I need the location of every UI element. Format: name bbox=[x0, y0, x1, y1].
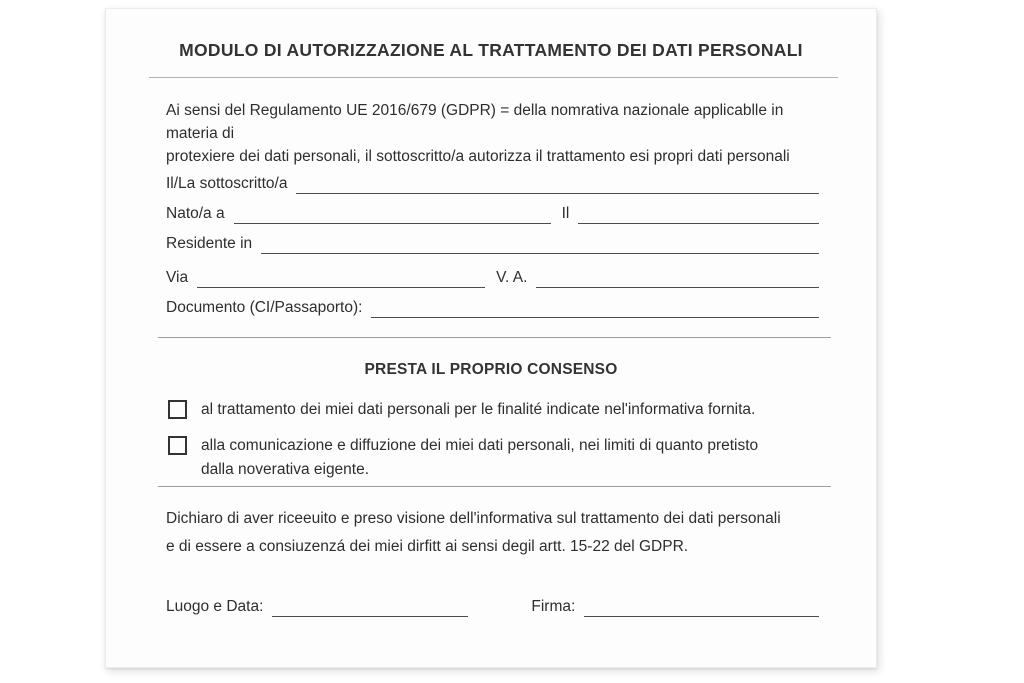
documento-label: Documento (CI/Passaporto): bbox=[166, 299, 363, 316]
signature-row bbox=[166, 598, 819, 617]
section-divider-bottom bbox=[158, 486, 831, 487]
consent-option-2-label bbox=[201, 434, 758, 482]
nato-blank-line[interactable] bbox=[234, 206, 551, 224]
firma-label: Firma: bbox=[531, 598, 576, 615]
title-divider bbox=[149, 77, 838, 78]
nato-label: Nato/a a bbox=[166, 205, 225, 222]
intro-paragraph bbox=[166, 99, 828, 168]
il-blank-line[interactable] bbox=[578, 206, 819, 224]
consent-option-1 bbox=[168, 398, 755, 422]
field-row-sottoscritto bbox=[166, 175, 819, 194]
declaration-line-2: e di essere a consiuzenzá dei miei dirfitt ai sensi degil artt. 15-22 del GDPR. bbox=[166, 537, 689, 555]
field-row-nato bbox=[166, 205, 819, 224]
va-blank-line[interactable] bbox=[536, 270, 819, 288]
luogo-data-label: Luogo e Data: bbox=[166, 598, 264, 615]
via-blank-line[interactable] bbox=[197, 270, 485, 288]
consent-option-1-label: al trattamento dei miei dati personali per le finalité indicate nel'informativa fornita. bbox=[201, 401, 756, 418]
il-label: Il bbox=[561, 205, 570, 222]
field-row-residente bbox=[166, 235, 819, 254]
consent-option-2-line-2: dalla noverativa eigente. bbox=[201, 461, 370, 478]
field-row-documento bbox=[166, 299, 819, 318]
document-title: MODULO DI AUTORIZZAZIONE AL TRATTAMENTO DEI DATI PERSONALI bbox=[179, 40, 803, 60]
documento-blank-line[interactable] bbox=[371, 300, 819, 318]
section-divider-top bbox=[158, 337, 831, 338]
consent-checkbox-2[interactable] bbox=[168, 436, 187, 455]
firma-blank-line[interactable] bbox=[584, 599, 819, 617]
sottoscritto-label: Il/La sottoscritto/a bbox=[166, 175, 288, 192]
residente-blank-line[interactable] bbox=[261, 236, 819, 254]
document-sheet bbox=[105, 8, 877, 668]
va-label: V. A. bbox=[496, 269, 528, 286]
consent-checkbox-1[interactable] bbox=[168, 400, 187, 419]
residente-label: Residente in bbox=[166, 235, 253, 252]
intro-line-2: protexiere dei dati personali, il sottoscritto/a autorizza il trattamento esi propri dati personali bbox=[166, 148, 790, 165]
consent-option-2-line-1: alla comunicazione e diffuzione dei miei dati personali, nei limiti di quanto pretisto bbox=[201, 437, 759, 454]
declaration-paragraph bbox=[166, 505, 828, 560]
intro-line-1: Ai sensi del Regulamento UE 2016/679 (GDPR) = della nomrativa nazionale applicablle in materia di bbox=[166, 102, 784, 142]
sottoscritto-blank-line[interactable] bbox=[296, 176, 819, 194]
consent-heading: PRESTA IL PROPRIO CONSENSO bbox=[364, 361, 618, 378]
declaration-line-1: Dichiaro di aver riceeuito e preso visione dell'informativa sul trattamento dei dati personali bbox=[166, 510, 781, 527]
luogo-data-blank-line[interactable] bbox=[272, 599, 468, 617]
consent-option-2 bbox=[168, 434, 758, 482]
field-row-via bbox=[166, 269, 819, 288]
via-label: Via bbox=[166, 269, 189, 286]
